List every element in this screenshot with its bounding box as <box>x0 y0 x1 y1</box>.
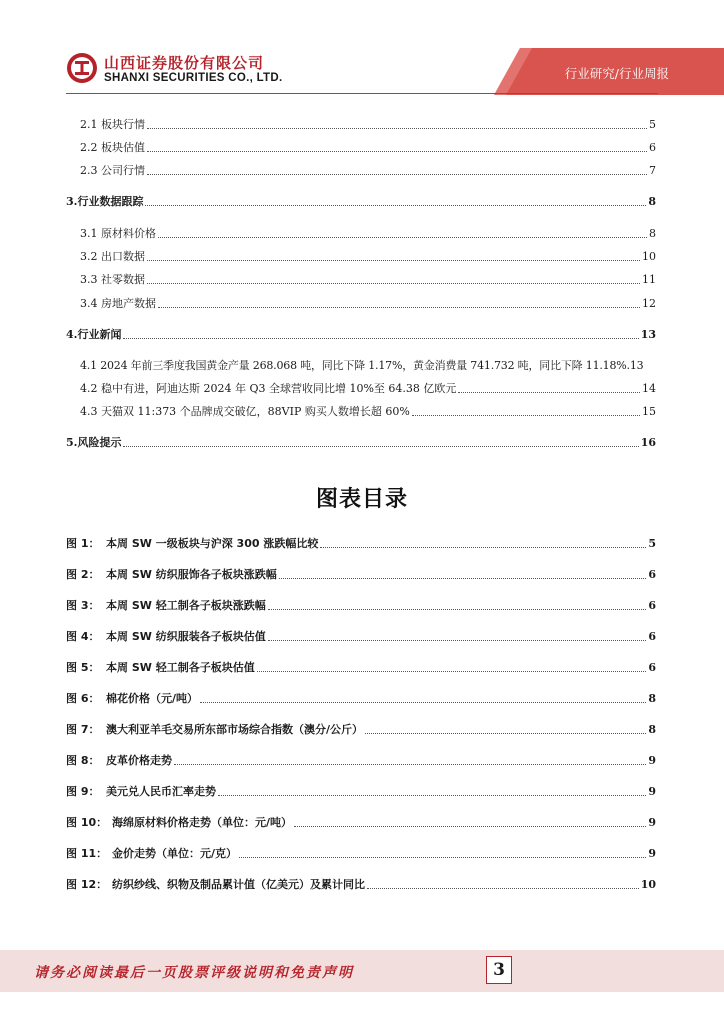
toc-entry-label: 4.行业新闻 <box>66 328 122 341</box>
toc-entry[interactable] <box>80 248 656 264</box>
figure-label: 澳大利亚羊毛交易所东部市场综合指数（澳分/公斤） <box>106 723 364 736</box>
leader-dots <box>257 670 647 672</box>
leader-dots <box>147 282 640 284</box>
figure-number: 图 9： <box>66 785 100 798</box>
toc-entry-label: 3.2 出口数据 <box>80 250 145 263</box>
page-footer <box>0 950 724 1024</box>
figure-number: 图 8： <box>66 754 100 767</box>
figure-page: 6 <box>648 630 656 643</box>
toc-entry-page: 11 <box>642 273 656 286</box>
leader-dots <box>200 701 646 703</box>
figure-entry[interactable] <box>66 628 656 644</box>
figure-label: 本周 SW 轻工制各子板块估值 <box>106 661 255 674</box>
figure-number: 图 3： <box>66 599 100 612</box>
toc-entry[interactable] <box>80 116 656 132</box>
toc-entry-page: 12 <box>642 297 656 310</box>
leader-dots <box>367 887 639 889</box>
figure-label: 本周 SW 纺织服装各子板块估值 <box>106 630 266 643</box>
leader-dots <box>294 825 646 827</box>
figure-number: 图 6： <box>66 692 100 705</box>
leader-dots <box>279 577 647 579</box>
toc-entry-label: 2.2 板块估值 <box>80 141 145 154</box>
toc-entry[interactable] <box>80 162 656 178</box>
toc-entry-page: 7 <box>649 164 656 177</box>
figure-page: 10 <box>640 878 656 891</box>
toc-entry[interactable] <box>80 225 656 241</box>
figure-label: 棉花价格（元/吨） <box>106 692 199 705</box>
figure-number: 图 7： <box>66 723 100 736</box>
leader-dots <box>239 856 646 858</box>
toc-entry-label: 2.1 板块行情 <box>80 118 145 131</box>
leader-dots <box>218 794 646 796</box>
leader-dots <box>320 546 646 548</box>
toc-entry-label: 4.2 稳中有进，阿迪达斯 2024 年 Q3 全球营收同比增 10%至 64.38 亿欧元 <box>80 382 457 395</box>
toc-entry[interactable] <box>80 139 656 155</box>
figure-entry[interactable] <box>66 535 656 551</box>
leader-dots <box>174 763 646 765</box>
toc-entry[interactable] <box>66 326 656 342</box>
page-header <box>0 0 724 95</box>
toc-entry-label: 3.行业数据跟踪 <box>66 195 144 208</box>
figure-page: 5 <box>648 537 656 550</box>
figure-number: 图 11： <box>66 847 108 860</box>
footer-disclaimer[interactable]: 请务必阅读最后一页股票评级说明和免责声明 <box>34 965 354 981</box>
figure-number: 图 1： <box>66 537 100 550</box>
toc-entry-label: 3.4 房地产数据 <box>80 297 156 310</box>
toc-entry[interactable] <box>80 271 656 287</box>
toc-entry-label: 4.3 天猫双 11:373 个品牌成交破亿，88VIP 购买人数增长超 60% <box>80 405 410 418</box>
figure-number: 图 2： <box>66 568 100 581</box>
toc-entry-page: 13 <box>629 359 644 372</box>
figure-page: 6 <box>648 568 656 581</box>
toc-entry-page: 10 <box>642 250 656 263</box>
toc-entry-page: 5 <box>649 118 656 131</box>
leader-dots <box>458 391 640 393</box>
leader-dots <box>365 732 646 734</box>
figure-entry[interactable] <box>66 783 656 799</box>
figure-number: 图 4： <box>66 630 100 643</box>
toc-entry[interactable] <box>80 295 656 311</box>
figure-label: 金价走势（单位：元/克） <box>112 847 238 860</box>
figure-label: 皮革价格走势 <box>106 754 172 767</box>
figures-title: 图表目录 <box>315 487 408 512</box>
leader-dots <box>158 306 640 308</box>
toc-entry[interactable] <box>80 357 656 373</box>
leader-dots <box>147 173 647 175</box>
header-divider <box>66 93 658 94</box>
toc-entry-label: 2.3 公司行情 <box>80 164 145 177</box>
leader-dots <box>123 337 638 339</box>
figure-entry[interactable] <box>66 814 656 830</box>
toc-entry-page: 16 <box>640 436 656 449</box>
figure-label: 本周 SW 轻工制各子板块涨跌幅 <box>106 599 266 612</box>
page-number: 3 <box>486 956 512 984</box>
figure-label: 本周 SW 纺织服饰各子板块涨跌幅 <box>106 568 277 581</box>
leader-dots <box>158 236 647 238</box>
figure-entry[interactable] <box>66 752 656 768</box>
toc-entry-page: 8 <box>648 195 656 208</box>
company-logo-icon <box>66 52 98 84</box>
company-name-cn: 山西证券股份有限公司 <box>104 54 265 72</box>
leader-dots <box>147 150 647 152</box>
leader-dots <box>268 639 647 641</box>
leader-dots <box>147 259 640 261</box>
toc-entry-page: 14 <box>642 382 656 395</box>
figure-label: 本周 SW 一级板块与沪深 300 涨跌幅比较 <box>106 537 319 550</box>
figure-entry[interactable] <box>66 597 656 613</box>
toc-entry-label: 3.3 社零数据 <box>80 273 145 286</box>
figure-entry[interactable] <box>66 566 656 582</box>
toc-entry-page: 13 <box>640 328 656 341</box>
toc-entry[interactable] <box>80 380 656 396</box>
toc-entry-label: 3.1 原材料价格 <box>80 227 156 240</box>
leader-dots <box>123 445 638 447</box>
figure-page: 9 <box>648 754 656 767</box>
figure-entry[interactable] <box>66 659 656 675</box>
figure-entry[interactable] <box>66 690 656 706</box>
figure-entry[interactable] <box>66 721 656 737</box>
toc-entry[interactable] <box>66 193 656 209</box>
toc-entry-page: 8 <box>649 227 656 240</box>
toc-entry[interactable] <box>80 403 656 419</box>
toc-entry-label: 5.风险提示 <box>66 436 122 449</box>
figure-number: 图 10： <box>66 816 108 829</box>
figure-label: 美元兑人民币汇率走势 <box>106 785 216 798</box>
toc-entry-page: 6 <box>649 141 656 154</box>
figure-page: 6 <box>648 599 656 612</box>
figure-page: 8 <box>648 692 656 705</box>
figure-entry[interactable] <box>66 845 656 861</box>
toc-entry-label: 4.1 2024 年前三季度我国黄金产量 268.068 吨，同比下降 1.17%，黄金消费量 741.732 吨，同比下降 11.18%. <box>80 359 630 372</box>
leader-dots <box>412 414 640 416</box>
figure-page: 6 <box>648 661 656 674</box>
figure-number: 图 12： <box>66 878 108 891</box>
figure-number: 图 5： <box>66 661 100 674</box>
figure-page: 8 <box>648 723 656 736</box>
report-type: 行业研究/行业周报 <box>564 66 669 81</box>
figure-page: 9 <box>648 816 656 829</box>
leader-dots <box>268 608 647 610</box>
figure-label: 海绵原材料价格走势（单位：元/吨） <box>112 816 293 829</box>
leader-dots <box>147 127 647 129</box>
leader-dots <box>145 204 646 206</box>
figure-page: 9 <box>648 785 656 798</box>
toc-entry[interactable] <box>66 434 656 450</box>
figure-label: 纺织纱线、织物及制品累计值（亿美元）及累计同比 <box>112 878 365 891</box>
figure-page: 9 <box>648 847 656 860</box>
figure-entry[interactable] <box>66 876 656 892</box>
toc-entry-page: 15 <box>642 405 656 418</box>
company-name-en: SHANXI SECURITIES CO., LTD. <box>104 72 283 84</box>
